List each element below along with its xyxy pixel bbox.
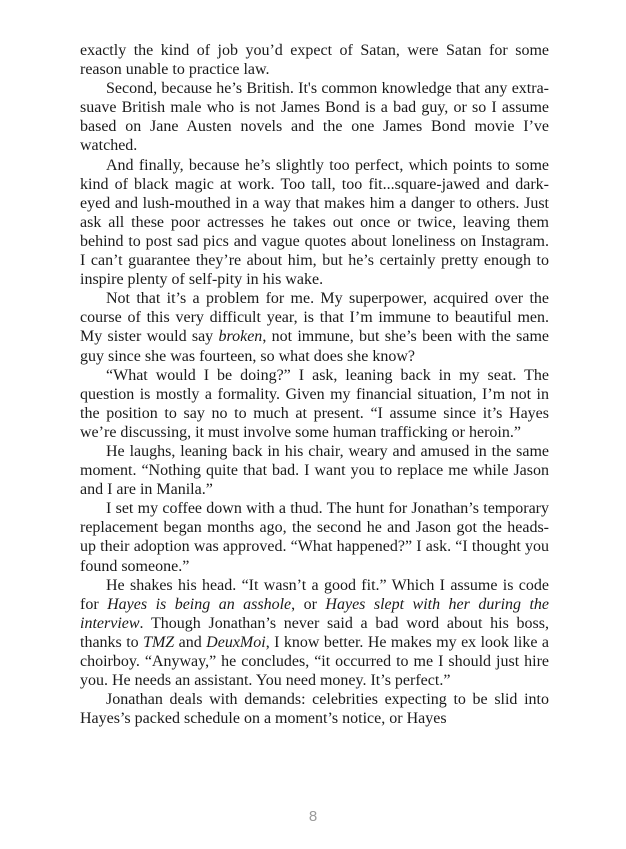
text-run: Jonathan deals with demands: celebrities expecting to be slid into Hayes’s packed schedule on a moment’s notice, or Hayes <box>80 691 549 728</box>
text-run: exactly the kind of job you’d expect of Satan, were Satan for some reason unable to practice law. <box>80 42 549 79</box>
page-number: 8 <box>308 808 318 825</box>
text-run: “What would I be doing?” I ask, leaning back in my seat. The question is mostly a formality. Given my financial situation, I’m not in the position to say no to much at present. “I assume since it’s Hayes we’re discussing, it must involve some human trafficking or heroin.” <box>80 366 549 441</box>
text-run: I set my coffee down with a thud. The hunt for Jonathan’s temporary replacement began months ago, the second he and Jason got the heads-up their adoption was approved. “What happened?” I ask. “I thought you found someone.” <box>80 500 549 575</box>
paragraph <box>80 576 549 691</box>
paragraph <box>80 79 549 155</box>
italic-run: TMZ <box>143 633 175 651</box>
text-run: and <box>174 633 207 651</box>
text-run: And finally, because he’s slightly too perfect, which points to some kind of black magic at work. Too tall, too fit...square-jawed and dark-eyed and lush-mouthed in a way that makes him a danger to others. Just ask all these poor actresses he takes out once or twice, leaving them behind to post sad pics and vague quotes about loneliness on Instagram. I can’t guarantee they’re about him, but he’s certainly pretty enough to inspire plenty of self-pity in his wake. <box>80 156 549 289</box>
text-run: . Though Jonathan’s never said a bad word about his boss, thanks to <box>80 614 549 651</box>
body-text <box>80 41 549 728</box>
text-run: He shakes his head. “It wasn’t a good fit.” Which I assume is code for <box>80 576 549 613</box>
paragraph <box>80 499 549 575</box>
paragraph <box>80 690 549 728</box>
italic-run: broken <box>218 328 263 346</box>
paragraph <box>80 442 549 499</box>
text-run: He laughs, leaning back in his chair, weary and amused in the same moment. “Nothing quite that bad. I want you to replace me while Jason and I are in Manila.” <box>80 442 549 499</box>
paragraph <box>80 41 549 79</box>
paragraph <box>80 156 549 290</box>
italic-run: Hayes is being an asshole <box>107 595 292 613</box>
text-run: , not immune, but she’s been with the same guy since she was fourteen, so what does she know? <box>80 328 549 365</box>
text-run: , or <box>291 595 326 613</box>
text-run: Not that it’s a problem for me. My superpower, acquired over the course of this very difficult year, is that I’m immune to beautiful men. My sister would say <box>80 290 549 346</box>
paragraph <box>80 289 549 365</box>
text-run: Second, because he’s British. It's common knowledge that any extra-suave British male who is not James Bond is a bad guy, or so I assume based on Jane Austen novels and the one James Bond movie I’ve watched. <box>80 80 549 155</box>
paragraph <box>80 366 549 442</box>
italic-run: Hayes slept with her during the interview <box>80 595 550 632</box>
text-run: , I know better. He makes my ex look like a choirboy. “Anyway,” he concludes, “it occurred to me I should just hire you. He needs an assistant. You need money. It’s perfect.” <box>80 633 550 690</box>
italic-run: DeuxMoi <box>206 633 266 651</box>
